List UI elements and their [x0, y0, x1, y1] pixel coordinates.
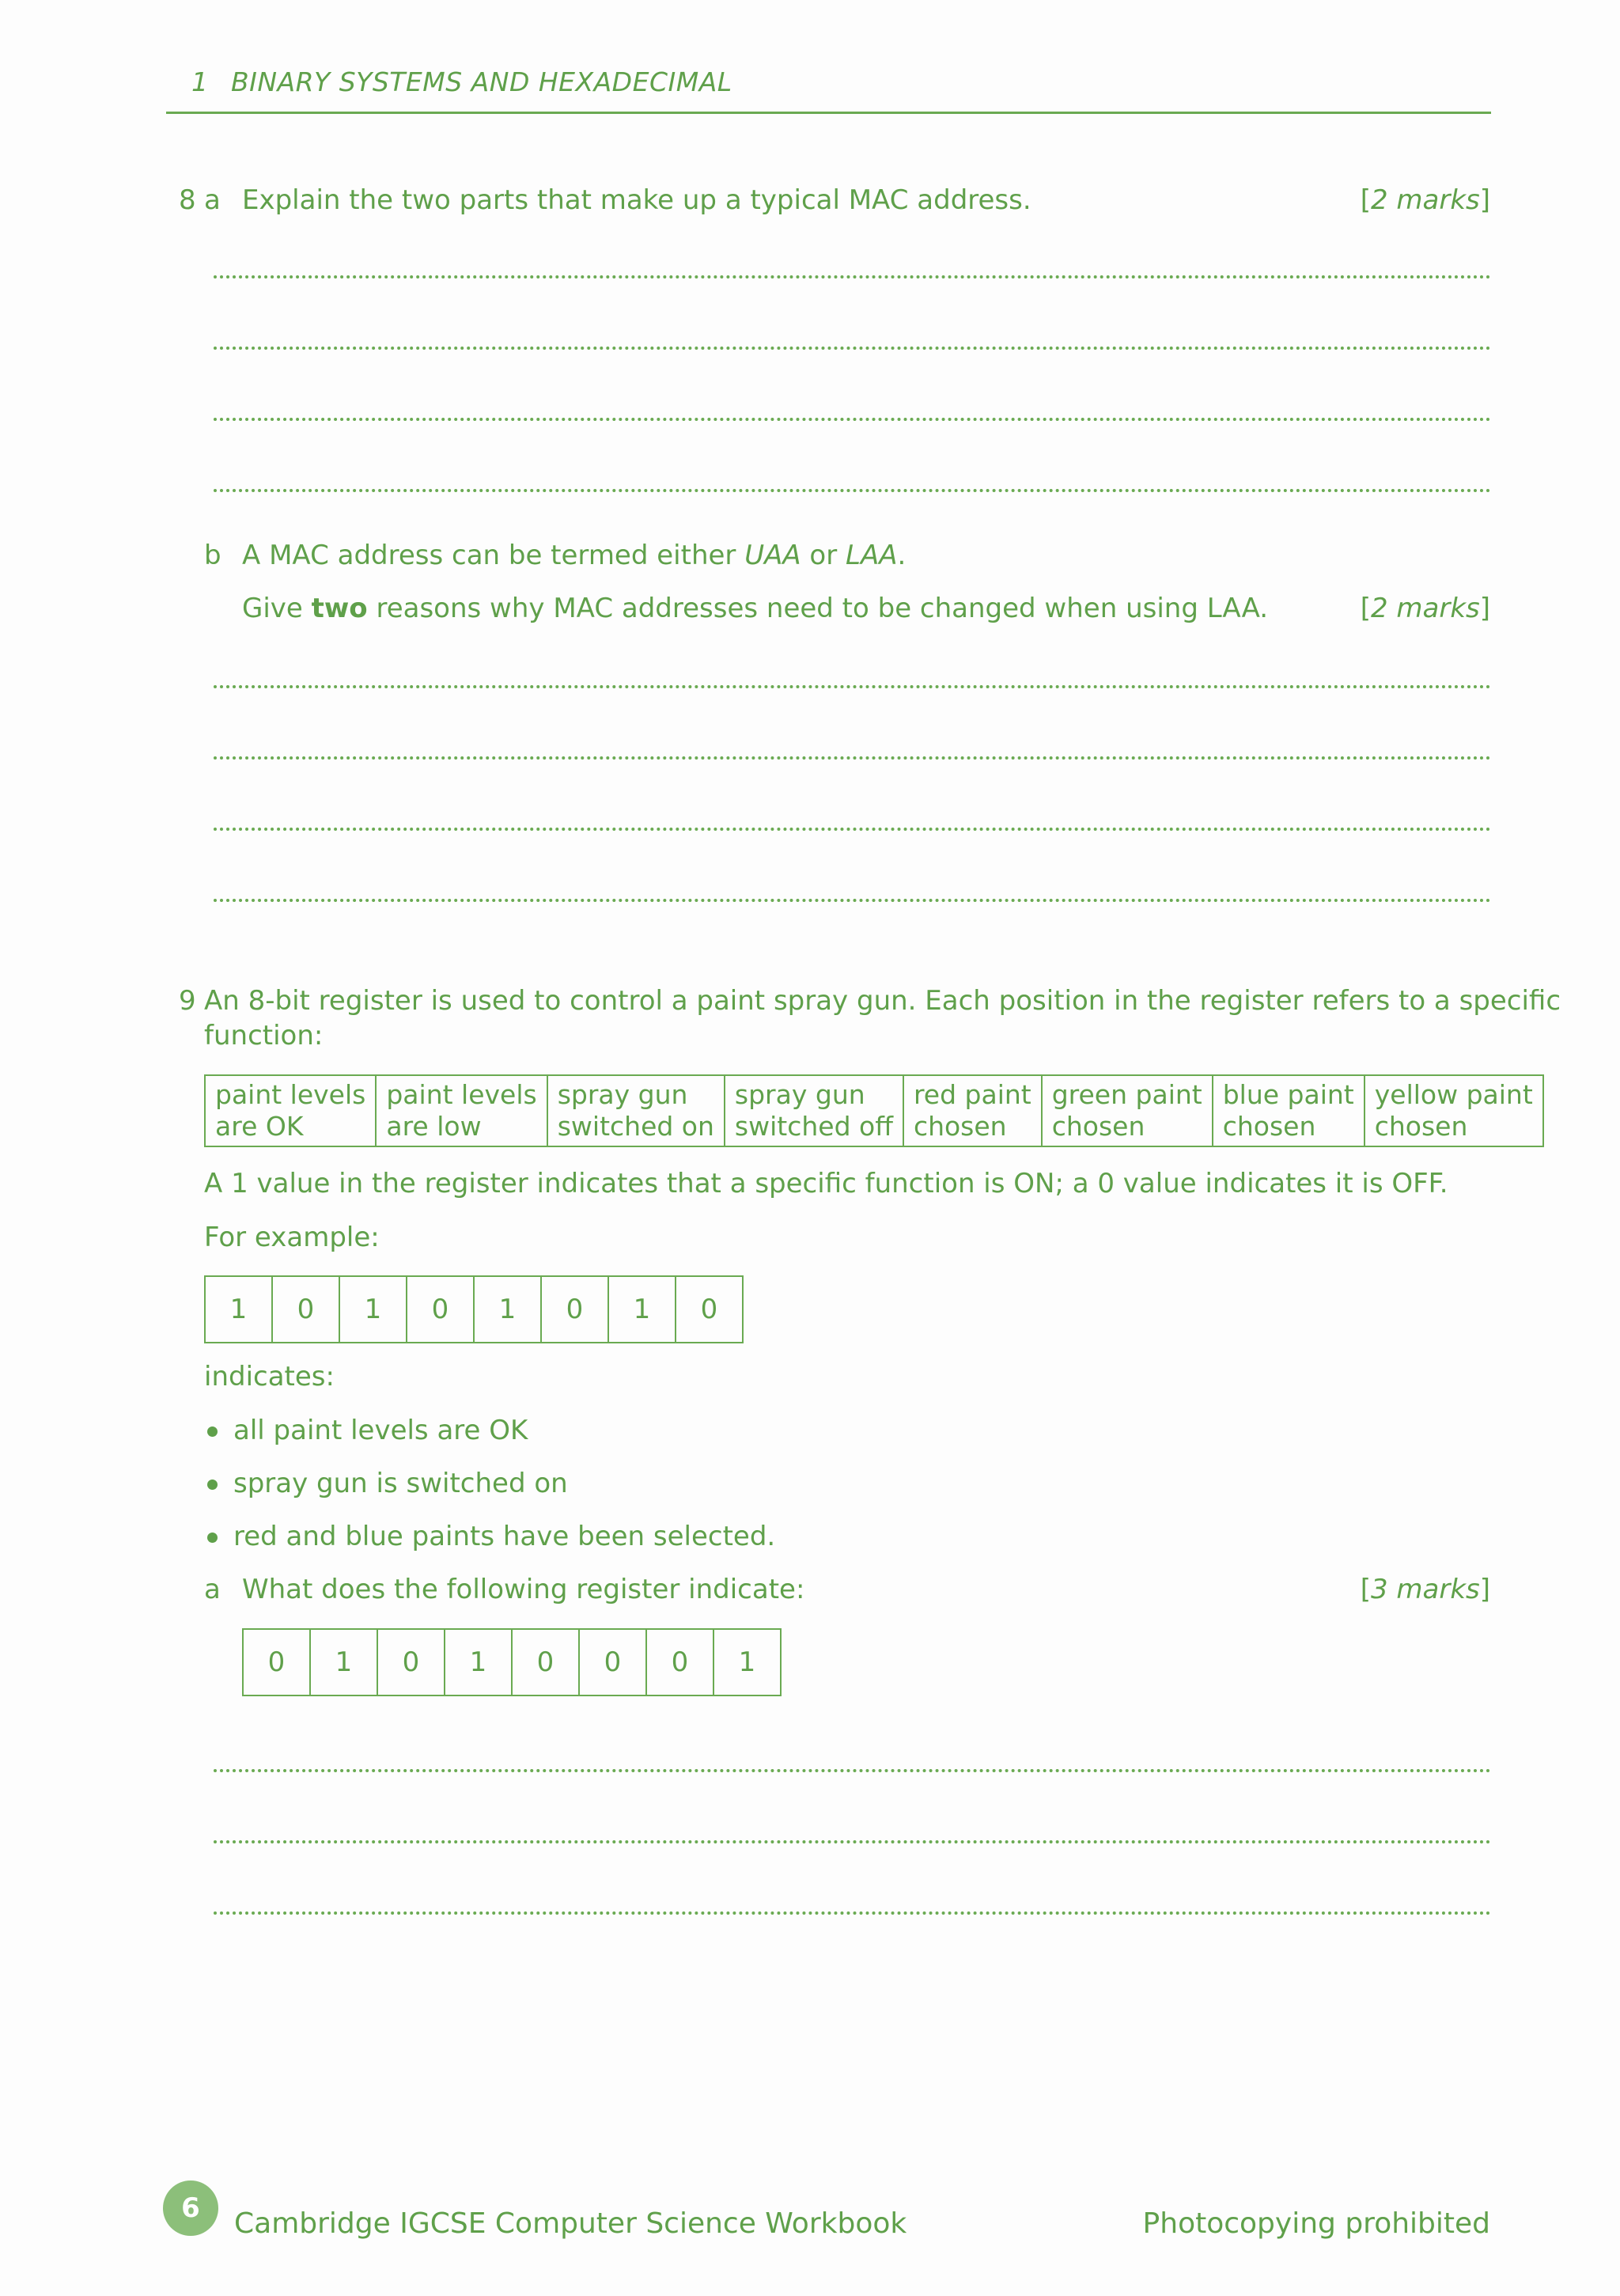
answer-line[interactable] — [214, 1911, 1491, 1915]
question-register — [242, 1628, 782, 1696]
q8b-marks: [2 marks] — [1360, 593, 1490, 624]
bit-cell: 1 — [445, 1629, 512, 1695]
q8a-marks: [2 marks] — [1360, 184, 1490, 216]
bit-cell: 0 — [407, 1276, 474, 1343]
q8-number: 8 — [179, 184, 196, 216]
bit-cell: 0 — [541, 1276, 608, 1343]
chapter-title: BINARY SYSTEMS AND HEXADECIMAL — [231, 66, 732, 97]
answer-line[interactable] — [214, 1840, 1491, 1843]
q8b-question: Give two reasons why MAC addresses need to be changed when using LAA. — [242, 593, 1269, 624]
register-function-table — [204, 1074, 1544, 1147]
bit-cell: 0 — [243, 1629, 310, 1695]
bit-cell: 1 — [339, 1276, 407, 1343]
bit-cell: 1 — [310, 1629, 377, 1695]
list-item: all paint levels are OK — [207, 1413, 528, 1448]
copyright-notice: Photocopying prohibited — [1142, 2207, 1490, 2240]
q9-intro-line1: An 8-bit register is used to control a paint spray gun. Each position in the register refers to a specific — [204, 985, 1561, 1017]
answer-line[interactable] — [214, 418, 1491, 421]
bit-cell: 0 — [377, 1629, 445, 1695]
bit-cell: 1 — [474, 1276, 541, 1343]
q8a-text: Explain the two parts that make up a typical MAC address. — [242, 184, 1031, 216]
bit-cell: 0 — [579, 1629, 646, 1695]
q8b-label: b — [204, 540, 221, 571]
answer-line[interactable] — [214, 828, 1491, 831]
bit-cell: 0 — [646, 1629, 713, 1695]
q9a-label: a — [204, 1574, 221, 1605]
bullet-icon — [207, 1426, 218, 1437]
bit-cell: 0 — [272, 1276, 339, 1343]
q9a-text: What does the following register indicate: — [242, 1574, 805, 1605]
function-cell: yellow paint chosen — [1365, 1075, 1543, 1146]
answer-line[interactable] — [214, 489, 1491, 492]
answer-line[interactable] — [214, 1769, 1491, 1772]
answer-line[interactable] — [214, 347, 1491, 350]
book-title: Cambridge IGCSE Computer Science Workbook — [234, 2207, 907, 2240]
q9-value-note: A 1 value in the register indicates that a specific function is ON; a 0 value indicates it is OFF. — [204, 1168, 1448, 1199]
q9-indicates-label: indicates: — [204, 1361, 335, 1392]
answer-line[interactable] — [214, 899, 1491, 902]
example-register — [204, 1275, 744, 1343]
bit-cell: 1 — [205, 1276, 272, 1343]
function-cell: paint levels are low — [376, 1075, 547, 1146]
q9a-marks: [3 marks] — [1360, 1574, 1490, 1605]
bit-cell: 0 — [512, 1629, 579, 1695]
bullet-icon — [207, 1480, 218, 1490]
function-cell: paint levels are OK — [205, 1075, 376, 1146]
bit-cell: 0 — [676, 1276, 743, 1343]
answer-line[interactable] — [214, 685, 1491, 688]
q9-intro-line2: function: — [204, 1020, 324, 1051]
list-item: spray gun is switched on — [207, 1466, 568, 1501]
chapter-number: 1 — [191, 66, 208, 97]
function-cell: green paint chosen — [1042, 1075, 1213, 1146]
q8b-intro: A MAC address can be termed either UAA or LAA. — [242, 540, 907, 571]
bit-cell: 1 — [608, 1276, 676, 1343]
header-rule — [166, 112, 1491, 114]
function-cell: red paint chosen — [903, 1075, 1042, 1146]
q9-example-label: For example: — [204, 1222, 380, 1253]
function-cell: blue paint chosen — [1213, 1075, 1365, 1146]
answer-line[interactable] — [214, 756, 1491, 760]
function-cell: spray gun switched off — [725, 1075, 903, 1146]
bullet-icon — [207, 1533, 218, 1543]
list-item: red and blue paints have been selected. — [207, 1519, 775, 1554]
page-number: 6 — [163, 2180, 218, 2236]
q9-number: 9 — [179, 985, 196, 1017]
bit-cell: 1 — [713, 1629, 781, 1695]
q8a-label: a — [204, 184, 221, 216]
answer-line[interactable] — [214, 275, 1491, 278]
function-cell: spray gun switched on — [547, 1075, 725, 1146]
